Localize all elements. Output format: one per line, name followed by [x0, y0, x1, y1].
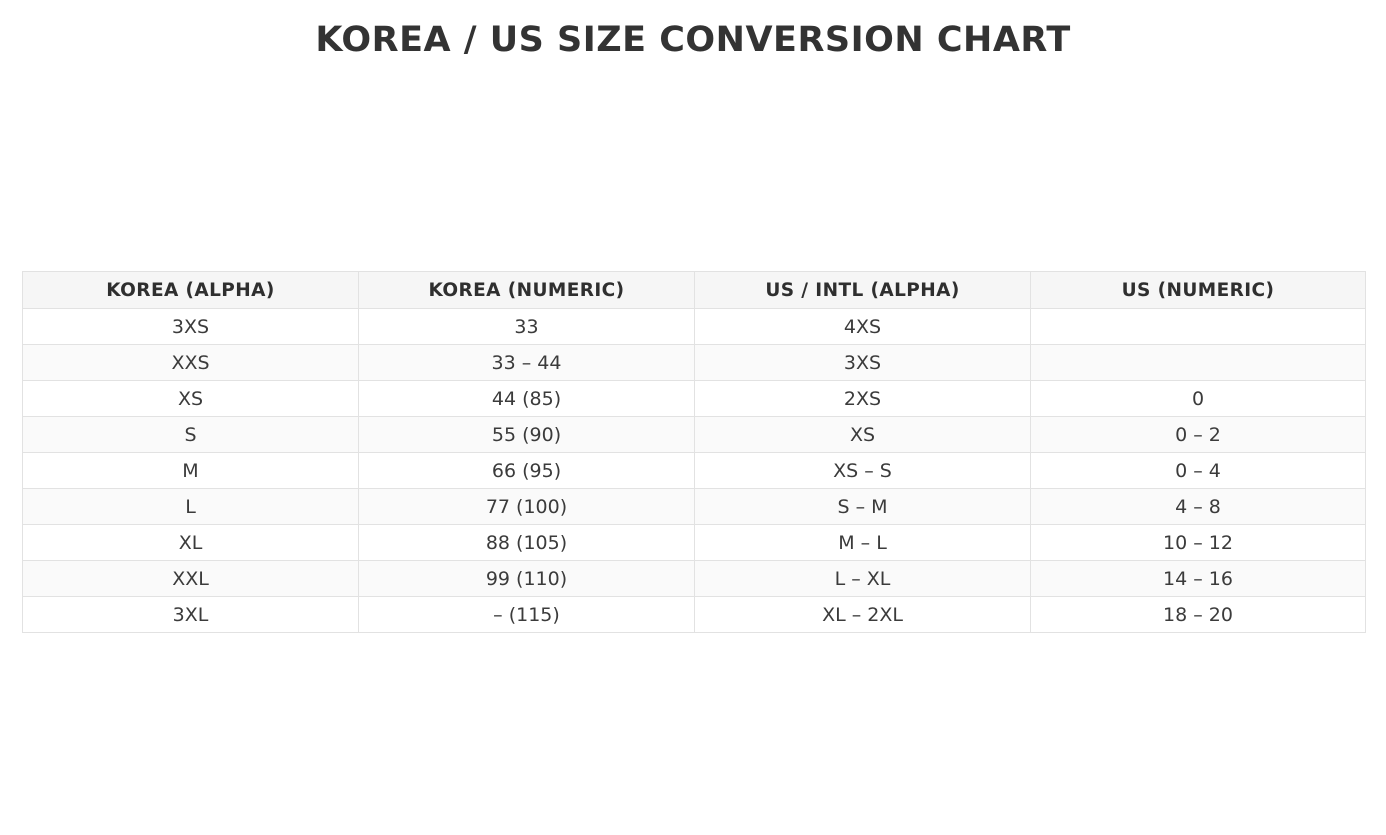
cell-us-intl-alpha: XS [695, 417, 1031, 453]
cell-korea-alpha: XXS [23, 345, 359, 381]
cell-us-numeric: 18 – 20 [1031, 597, 1366, 633]
cell-korea-alpha: XL [23, 525, 359, 561]
cell-korea-alpha: 3XS [23, 309, 359, 345]
table-row [23, 489, 1366, 525]
cell-korea-numeric: 44 (85) [359, 381, 695, 417]
cell-us-intl-alpha: M – L [695, 525, 1031, 561]
cell-us-numeric: 0 – 4 [1031, 453, 1366, 489]
cell-us-numeric: 14 – 16 [1031, 561, 1366, 597]
cell-korea-alpha: 3XL [23, 597, 359, 633]
table-row [23, 561, 1366, 597]
column-header-korea-numeric: KOREA (NUMERIC) [359, 272, 695, 309]
column-header-us-numeric: US (NUMERIC) [1031, 272, 1366, 309]
cell-us-numeric: 0 [1031, 381, 1366, 417]
cell-korea-alpha: L [23, 489, 359, 525]
table-row [23, 309, 1366, 345]
cell-us-numeric [1031, 309, 1366, 345]
table-row [23, 345, 1366, 381]
cell-us-numeric: 4 – 8 [1031, 489, 1366, 525]
column-header-korea-alpha: KOREA (ALPHA) [23, 272, 359, 309]
page-title: KOREA / US SIZE CONVERSION CHART [315, 20, 1071, 60]
cell-us-numeric [1031, 345, 1366, 381]
cell-us-numeric: 0 – 2 [1031, 417, 1366, 453]
cell-us-intl-alpha: S – M [695, 489, 1031, 525]
cell-korea-numeric: 55 (90) [359, 417, 695, 453]
cell-us-intl-alpha: XS – S [695, 453, 1031, 489]
size-conversion-table-container [22, 271, 1365, 633]
cell-korea-numeric: 88 (105) [359, 525, 695, 561]
table-body [23, 309, 1366, 633]
cell-korea-numeric: – (115) [359, 597, 695, 633]
cell-us-intl-alpha: 2XS [695, 381, 1031, 417]
column-header-us-intl-alpha: US / INTL (ALPHA) [695, 272, 1031, 309]
table-header [23, 272, 1366, 309]
table-row [23, 381, 1366, 417]
size-conversion-table [22, 271, 1366, 633]
cell-korea-numeric: 33 [359, 309, 695, 345]
cell-korea-numeric: 99 (110) [359, 561, 695, 597]
cell-us-intl-alpha: XL – 2XL [695, 597, 1031, 633]
table-header-row [23, 272, 1366, 309]
table-row [23, 525, 1366, 561]
cell-korea-alpha: M [23, 453, 359, 489]
cell-us-numeric: 10 – 12 [1031, 525, 1366, 561]
table-row [23, 417, 1366, 453]
cell-us-intl-alpha: 4XS [695, 309, 1031, 345]
table-row [23, 453, 1366, 489]
cell-us-intl-alpha: 3XS [695, 345, 1031, 381]
cell-korea-numeric: 77 (100) [359, 489, 695, 525]
cell-korea-numeric: 33 – 44 [359, 345, 695, 381]
table-row [23, 597, 1366, 633]
cell-korea-alpha: XXL [23, 561, 359, 597]
cell-us-intl-alpha: L – XL [695, 561, 1031, 597]
cell-korea-alpha: S [23, 417, 359, 453]
cell-korea-numeric: 66 (95) [359, 453, 695, 489]
cell-korea-alpha: XS [23, 381, 359, 417]
